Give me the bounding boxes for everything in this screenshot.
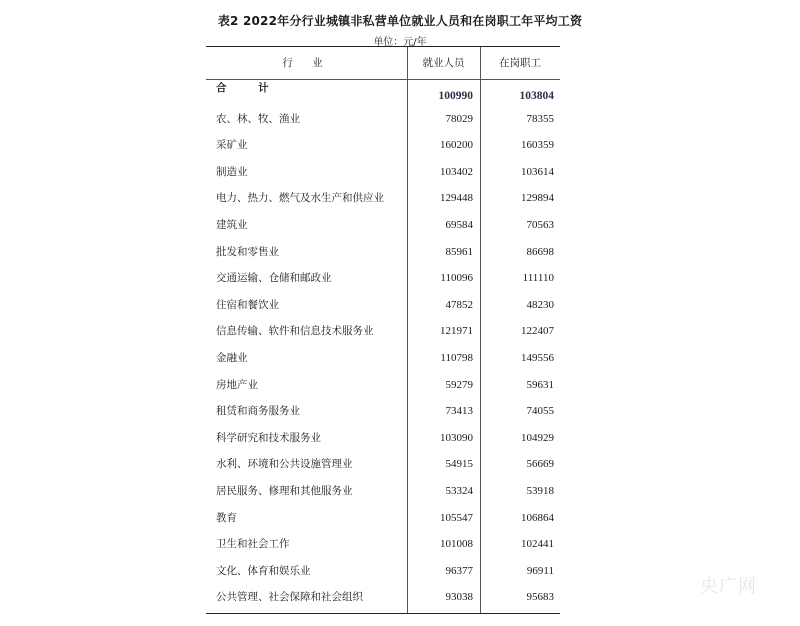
watermark-logo: 央广网 <box>700 576 757 597</box>
row-onjob: 95683 <box>526 591 554 604</box>
row-industry: 批发和零售业 <box>216 245 279 258</box>
row-onjob: 122407 <box>521 325 554 338</box>
unit-label: 单位：元/年 <box>373 37 427 48</box>
table-row <box>206 558 560 585</box>
table-row <box>206 345 560 372</box>
row-employed: 121971 <box>440 325 473 338</box>
row-employed: 73413 <box>445 405 473 418</box>
row-industry: 电力、热力、燃气及水生产和供应业 <box>216 192 384 205</box>
table-row <box>206 132 560 159</box>
table-row <box>206 531 560 558</box>
row-industry: 教育 <box>216 511 237 524</box>
table-row-total <box>206 79 560 106</box>
row-employed: 110096 <box>440 272 473 285</box>
row-onjob: 96911 <box>526 564 554 577</box>
row-industry: 科学研究和技术服务业 <box>216 431 321 444</box>
row-industry: 房地产业 <box>216 378 258 391</box>
row-industry: 公共管理、社会保障和社会组织 <box>216 591 363 604</box>
table-row <box>206 451 560 478</box>
header-onjob: 在岗职工 <box>499 57 541 69</box>
table-header <box>206 47 560 80</box>
row-onjob: 111110 <box>522 272 554 285</box>
row-industry: 卫生和社会工作 <box>216 538 290 551</box>
table-row <box>206 212 560 239</box>
row-industry: 信息传输、软件和信息技术服务业 <box>216 325 374 338</box>
table-title: 表2 2022年分行业城镇非私营单位就业人员和在岗职工年平均工资 <box>217 14 583 28</box>
table-row <box>206 478 560 505</box>
row-employed: 110798 <box>440 352 473 364</box>
row-employed: 103402 <box>440 165 473 178</box>
row-onjob: 48230 <box>526 298 554 311</box>
row-employed: 93038 <box>445 591 473 604</box>
table-row <box>206 398 560 425</box>
row-industry: 农、林、牧、渔业 <box>216 112 300 125</box>
row-onjob: 102441 <box>521 538 554 551</box>
table-row <box>206 505 560 532</box>
row-industry: 采矿业 <box>216 139 248 152</box>
table-row <box>206 106 560 133</box>
table-row <box>206 239 560 266</box>
row-onjob: 70563 <box>526 219 554 231</box>
row-onjob: 104929 <box>521 431 554 444</box>
row-onjob: 86698 <box>526 245 554 258</box>
row-onjob: 129894 <box>521 192 554 205</box>
row-employed: 100990 <box>438 90 473 102</box>
row-employed: 105547 <box>440 511 473 524</box>
row-onjob: 149556 <box>521 352 554 364</box>
header-industry: 行 业 <box>282 57 331 69</box>
row-employed: 85961 <box>445 245 473 258</box>
row-employed: 78029 <box>445 112 473 125</box>
row-industry: 建筑业 <box>216 219 248 231</box>
row-onjob: 103804 <box>519 90 554 102</box>
row-industry: 合 计 <box>216 82 283 94</box>
row-industry: 住宿和餐饮业 <box>216 298 279 311</box>
row-industry: 水利、环境和公共设施管理业 <box>216 458 353 471</box>
table-row <box>206 159 560 186</box>
table-row <box>206 372 560 399</box>
row-employed: 101008 <box>440 538 473 551</box>
row-onjob: 59631 <box>526 378 554 391</box>
row-onjob: 53918 <box>526 485 554 497</box>
row-employed: 53324 <box>445 485 473 497</box>
row-industry: 制造业 <box>216 165 248 178</box>
row-onjob: 74055 <box>526 405 554 418</box>
table-row <box>206 318 560 345</box>
row-employed: 54915 <box>445 458 473 471</box>
row-industry: 租赁和商务服务业 <box>216 405 300 418</box>
row-employed: 69584 <box>445 219 473 231</box>
row-onjob: 78355 <box>526 112 554 125</box>
table-row <box>206 584 560 611</box>
row-employed: 59279 <box>445 378 473 391</box>
table-row <box>206 425 560 452</box>
row-onjob: 56669 <box>526 458 554 471</box>
wage-table <box>206 46 560 614</box>
row-industry: 金融业 <box>216 352 248 364</box>
row-industry: 交通运输、仓储和邮政业 <box>216 272 332 285</box>
row-onjob: 160359 <box>521 139 554 152</box>
table-row <box>206 292 560 319</box>
row-industry: 文化、体育和娱乐业 <box>216 564 311 577</box>
row-employed: 47852 <box>445 298 473 311</box>
row-onjob: 106864 <box>521 511 554 524</box>
row-employed: 96377 <box>445 564 473 577</box>
row-employed: 160200 <box>440 139 473 152</box>
header-employed: 就业人员 <box>422 57 465 69</box>
row-onjob: 103614 <box>521 165 554 178</box>
table-row <box>206 265 560 292</box>
table-row <box>206 185 560 212</box>
row-employed: 103090 <box>440 431 473 444</box>
row-industry: 居民服务、修理和其他服务业 <box>216 485 353 497</box>
row-employed: 129448 <box>440 192 473 205</box>
